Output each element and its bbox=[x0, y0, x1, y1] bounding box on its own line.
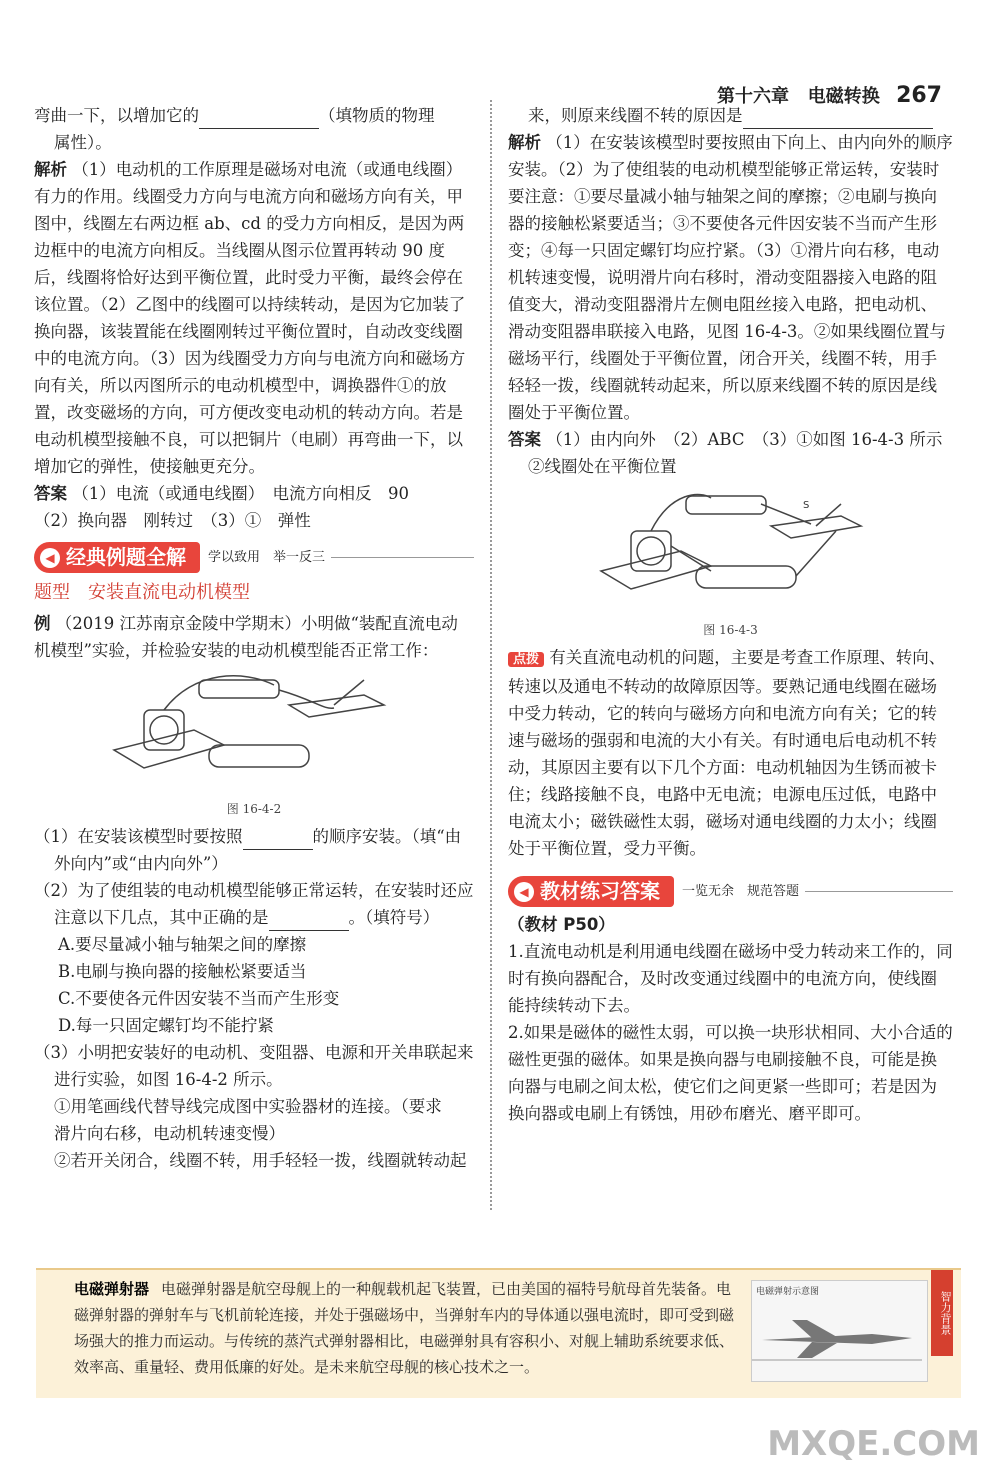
side-tab: 智力背景 bbox=[931, 1270, 953, 1356]
left-column bbox=[34, 102, 474, 1174]
watermark: MXQE.COM bbox=[767, 1424, 980, 1464]
question-3-part2: ②若开关闭合，线圈不转，用手轻轻一拨，线圈就转动起 bbox=[54, 1151, 467, 1170]
exercise-answer-1: 1.直流电动机是利用通电线圈在磁场中受力转动来工作的，同时有换向器配合，及时改变通过线圈中的电流方向，使线圈能持续转动下去。 bbox=[508, 942, 953, 1015]
background-note bbox=[36, 1268, 961, 1398]
banner-pill: ◀ 经典例题全解 bbox=[34, 542, 200, 573]
topic-label: 电磁转换 bbox=[807, 86, 880, 107]
section-banner bbox=[508, 876, 953, 907]
option-b: B.电刷与换向器的接触松紧要适当 bbox=[58, 962, 307, 981]
jet-icon bbox=[752, 1300, 922, 1370]
question-3-line2: 进行实验，如图 16-4-2 所示。 bbox=[54, 1070, 283, 1089]
motor-apparatus-figure bbox=[104, 670, 404, 790]
question-3-part1: ①用笔画线代替导线完成图中实验器材的连接。（要求 bbox=[54, 1097, 442, 1116]
note-title: 电磁弹射器 bbox=[74, 1280, 150, 1298]
section-banner bbox=[34, 542, 474, 573]
answer-blank[interactable] bbox=[743, 108, 933, 129]
answer-blank[interactable] bbox=[243, 829, 313, 850]
catapult-illustration bbox=[751, 1280, 928, 1382]
analysis-block: 解析 （1）在安装该模型时要按照由下向上、由内向外的顺序安装。（2）为了使组装的电动机模型能够正常运转，安装时要注意：①要尽量减小轴与轴架之间的摩擦；②电刷与换向器的接触松紧要适当；③不要使各元件因安装不当而产生形变；④每一只固定螺钉均应拧紧。（3）①滑片向右移，电动机转速变慢，说明滑片向右移时，滑动变阻器接入电路的阻值变大，滑动变阻器滑片左侧电阻丝接入电路，把电动机、滑动变阻器串联接入电路，见图 16-4-3。②如果线圈位置与磁场平行，线圈处于平衡位置，闭合开关，线圈不转，用手轻轻一拨，线圈就转动起来，所以原来线圈不转的原因是线圈处于平衡位置。 bbox=[508, 133, 953, 422]
banner-pill: ◀ 教材练习答案 bbox=[508, 876, 674, 907]
svg-text:S: S bbox=[802, 500, 809, 511]
tip-badge: 点拨 bbox=[508, 652, 544, 667]
illustration-label: 电磁弹射示意图 bbox=[756, 1287, 820, 1297]
banner-subtitle: 一览无余 规范答题 bbox=[682, 884, 800, 899]
option-d: D.每一只固定螺钉均不能拧紧 bbox=[58, 1016, 274, 1035]
option-a: A.要尽量减小轴与轴架之间的摩擦 bbox=[58, 935, 307, 954]
answer-blank[interactable] bbox=[199, 108, 319, 129]
continued-question: 来，则原来线圈不转的原因是 bbox=[508, 102, 953, 129]
right-column bbox=[508, 102, 953, 1127]
answer-block: 答案 （1）电流（或通电线圈） 电流方向相反 90 bbox=[34, 484, 409, 503]
banner-rule bbox=[331, 557, 474, 558]
figure-caption: 图 16-4-3 bbox=[703, 623, 758, 637]
continued-question-tail: 属性）。 bbox=[54, 133, 112, 152]
question-1: （1）在安装该模型时要按照 的顺序安装。（填“由 bbox=[34, 823, 474, 850]
tip-block: 点拨 有关直流电动机的问题，主要是考查工作原理、转向、转速以及通电不转动的故障原因等。要熟记通电线圈在磁场中受力转动，它的转向与磁场方向和电流方向有关；它的转速与磁场的强弱和电流的大小有关。有时通电后电动机不转动，其原因主要有以下几个方面：电动机轴因为生锈而被卡住；线路接触不良，电路中无电流；电源电压过低，电路中电流太小；磁铁磁性太弱，磁场对通电线圈的力太小；线圈处于平衡位置，受力平衡。 bbox=[508, 648, 946, 858]
page-number: 267 bbox=[896, 83, 942, 108]
chapter-label: 第十六章 bbox=[716, 86, 789, 107]
answer-block: 答案 （1）由内向外 （2）ABC （3）①如图 16-4-3 所示 bbox=[508, 430, 943, 449]
question-type-title: 题型 安装直流电动机模型 bbox=[34, 582, 250, 603]
figure-caption: 图 16-4-2 bbox=[226, 802, 282, 816]
question-3: （3）小明把安装好的电动机、变阻器、电源和开关串联起来 bbox=[34, 1043, 474, 1062]
column-divider bbox=[490, 100, 492, 1210]
question-3-part1-tail: 滑片向右移，电动机转速变慢） bbox=[54, 1124, 285, 1143]
option-c: C.不要使各元件因安装不当而产生形变 bbox=[58, 989, 340, 1008]
textbook-ref: （教材 P50） bbox=[508, 915, 615, 934]
question-2: （2）为了使组装的电动机模型能够正常运转，在安装时还应 bbox=[34, 881, 474, 900]
speaker-icon: ◀ bbox=[40, 548, 60, 568]
answer-line-2: （2）换向器 刚转过 （3）① 弹性 bbox=[34, 511, 311, 530]
answer-blank[interactable] bbox=[269, 910, 349, 931]
continued-question: 弯曲一下，以增加它的 （填物质的物理 bbox=[34, 102, 474, 129]
speaker-icon: ◀ bbox=[514, 882, 534, 902]
answer-line-2: ②线圈处在平衡位置 bbox=[528, 457, 677, 476]
note-text: 电磁弹射器是航空母舰上的一种舰载机起飞装置，已由美国的福特号航母首先装备。电磁弹射器的弹射车与飞机前轮连接，并处于强磁场中，当弹射车内的导体通以强电流时，即可受到磁场强大的推力而运动。与传统的蒸汽式弹射器相比，电磁弹射具有容积小、对舰上辅助系统要求低、效率高、重量轻、费用低廉的好处。是未来航空母舰的核心技术之一。 bbox=[74, 1280, 735, 1376]
example-question: 例 （2019 江苏南京金陵中学期末）小明做“装配直流电动机模型”实验，并检验安装的电动机模型能否正常工作： bbox=[34, 614, 458, 660]
connected-circuit-figure bbox=[591, 486, 871, 611]
question-2-tail: 注意以下几点，其中正确的是 。（填符号） bbox=[34, 904, 474, 931]
exercise-answer-2: 2.如果是磁体的磁性太弱，可以换一块形状相同、大小合适的磁性更强的磁体。如果是换向器与电刷接触不良，可能是换向器与电刷之间太松，使它们之间更紧一些即可；若是因为换向器或电刷上有锈蚀，用砂布磨光、磨平即可。 bbox=[508, 1023, 953, 1123]
banner-rule bbox=[805, 891, 953, 892]
banner-subtitle: 学以致用 举一反三 bbox=[208, 550, 326, 565]
question-1-tail: 外向内”或“由内向外”） bbox=[54, 854, 228, 873]
analysis-block: 解析 （1）电动机的工作原理是磁场对电流（或通电线圈）有力的作用。线圈受力方向与电流方向和磁场方向有关，甲图中，线圈左右两边框 ab、cd 的受力方向相反，是因为两边框中的电流方向相反。当线圈从图示位置再转动 90 度后，线圈将恰好达到平衡位置，此时受力平衡，最终会停在该位置。（2）乙图中的线圈可以持续转动，是因为它加装了换向器，该装置能在线圈刚转过平衡位置时，自动改变线圈中的电流方向。（3）因为线圈受力方向与电流方向和磁场方向有关，所以丙图所示的电动机模型中，调换器件①的放置，改变磁场的方向，可方便改变电动机的转动方向。若是电动机模型接触不良，可以把铜片（电刷）再弯曲一下，以增加它的弹性，使接触更充分。 bbox=[34, 160, 466, 476]
